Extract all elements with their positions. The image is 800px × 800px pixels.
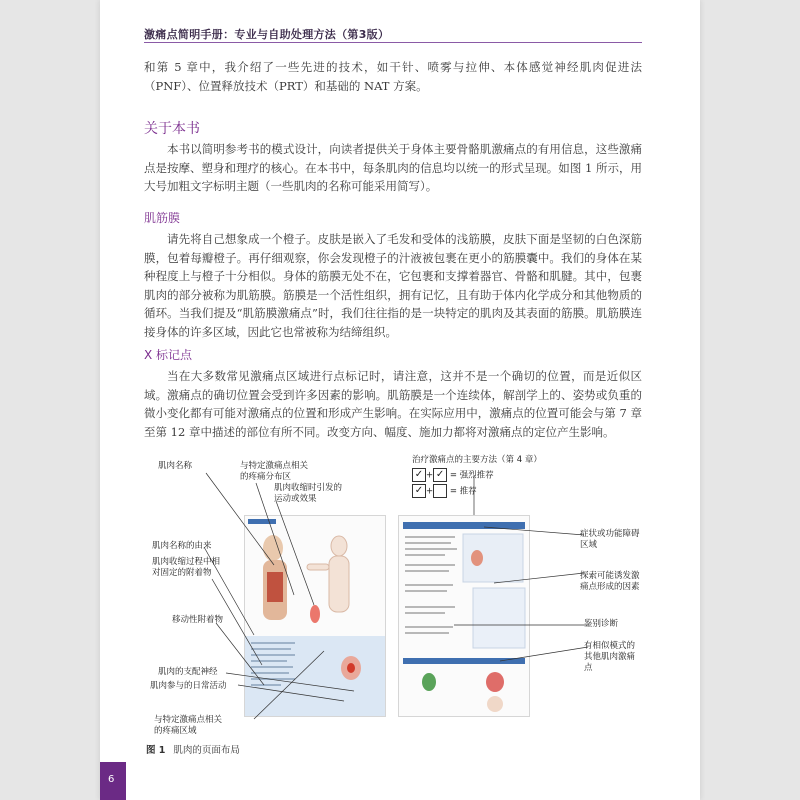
label-name-origin: 肌肉名称的由来 xyxy=(152,541,212,551)
label-muscle-name: 肌肉名称 xyxy=(158,461,193,471)
figure-page-layout xyxy=(144,455,644,755)
checkbox-icon: ✓ xyxy=(412,468,426,482)
page-number-tab xyxy=(100,762,126,800)
intro-paragraph: 和第 5 章中，我介绍了一些先进的技术，如干针、喷雾与拉伸、本体感觉神经肌肉促进法（PNF）、位置释放技术（PRT）和基础的 NAT 方案。 xyxy=(144,60,642,93)
label-nerve: 肌肉的支配神经 xyxy=(158,667,218,677)
label-mobile-attachment: 移动性附着物 xyxy=(172,615,224,625)
label-factors: 探索可能诱发激痛点形成的因素 xyxy=(580,571,640,592)
leader-lines xyxy=(144,455,644,755)
book-page xyxy=(100,0,700,800)
fascia-block xyxy=(144,230,642,341)
figure-caption xyxy=(146,742,240,756)
plus-glyph: + xyxy=(426,470,434,481)
section-heading-xmark: X 标记点 xyxy=(144,348,193,362)
about-block xyxy=(144,140,642,196)
checkbox-icon: ✓ xyxy=(433,468,447,482)
about-paragraph: 本书以简明参考书的模式设计，向读者提供关于身体主要骨骼肌激痛点的有用信息，这些激痛点是按摩、塑身和理疗的核心。在本书中，每条肌肉的信息均以统一的形式呈现。如图 1 所示，用大号加粗文字标明主题（一些肌肉的名称可能采用简写）。 xyxy=(144,142,642,193)
section-heading-fascia: 肌筋膜 xyxy=(144,211,181,225)
xmark-block xyxy=(144,367,642,441)
label-pain-area: 与特定激痛点相关的疼痛区域 xyxy=(154,715,223,736)
label-pain-pattern: 与特定激痛点相关的疼痛分布区 xyxy=(240,461,309,482)
xmark-paragraph: 当在大多数常见激痛点区域进行点标记时，请注意，这并不是一个确切的位置，而是近似区域。激痛点的确切位置会受到许多因素的影响。肌筋膜是一个连续体，解剖学上的、姿势或负重的微小变化都有可能对激痛点的位置和形成产生影响。在实际应用中，激痛点的位置可能会与第 7 章至第 12 章中描述的部位有所不同。改变方向、幅度、施加力都将对激痛点的定位产生影响。 xyxy=(144,369,642,439)
legend-strong xyxy=(412,468,494,482)
running-title: 激痛点简明手册：专业与自助处理方法（第3版） xyxy=(144,28,390,41)
fascia-paragraph: 请先将自己想象成一个橙子。皮肤是嵌入了毛发和受体的浅筋膜，皮肤下面是坚韧的白色深筋膜，包着每瓣橙子。再仔细观察，你会发现橙子的汁液被包裹在更小的筋膜囊中。我们的身体在某种程度上与橙子十分相似。身体的筋膜无处不在，它包裹和支撑着器官、骨骼和肌腱。其中，包裹肌肉的部分被称为肌筋膜。筋膜是一个活性组织，拥有记忆，且有助于体内化学成分和其他物质的循环。当我们提及“肌筋膜激痛点”时，我们往往指的是一块特定的肌肉及其表面的筋膜。肌筋膜连接身体的许多区域，因此它也常被称为结缔组织。 xyxy=(144,232,642,339)
legend-recommend-text: = 推荐 xyxy=(449,486,477,497)
checkbox-icon: ✓ xyxy=(412,484,426,498)
caption-number: 图 1 xyxy=(146,745,166,756)
header-rule xyxy=(144,42,642,43)
legend-recommend xyxy=(412,484,477,498)
plus-glyph: + xyxy=(426,486,434,497)
caption-text: 肌肉的页面布局 xyxy=(173,745,240,756)
empty-checkbox-icon xyxy=(433,484,447,498)
section-heading-about: 关于本书 xyxy=(144,121,200,137)
intro-block xyxy=(144,58,642,95)
label-action-movement: 肌肉收缩时引发的运动或效果 xyxy=(274,483,343,504)
label-fixed-attachment: 肌肉收缩过程中相对固定的附着物 xyxy=(152,557,221,578)
label-diagnosis: 鉴别诊断 xyxy=(584,619,619,629)
label-treatment-title: 治疗激痛点的主要方法（第 4 章） xyxy=(412,455,542,465)
label-similar: 有相似模式的其他肌肉激痛点 xyxy=(584,641,636,673)
label-symptoms: 症状或功能障碍区域 xyxy=(580,529,640,550)
legend-strong-text: = 强烈推荐 xyxy=(449,470,494,481)
label-daily-activity: 肌肉参与的日常活动 xyxy=(150,681,227,691)
page-number: 6 xyxy=(108,774,115,785)
